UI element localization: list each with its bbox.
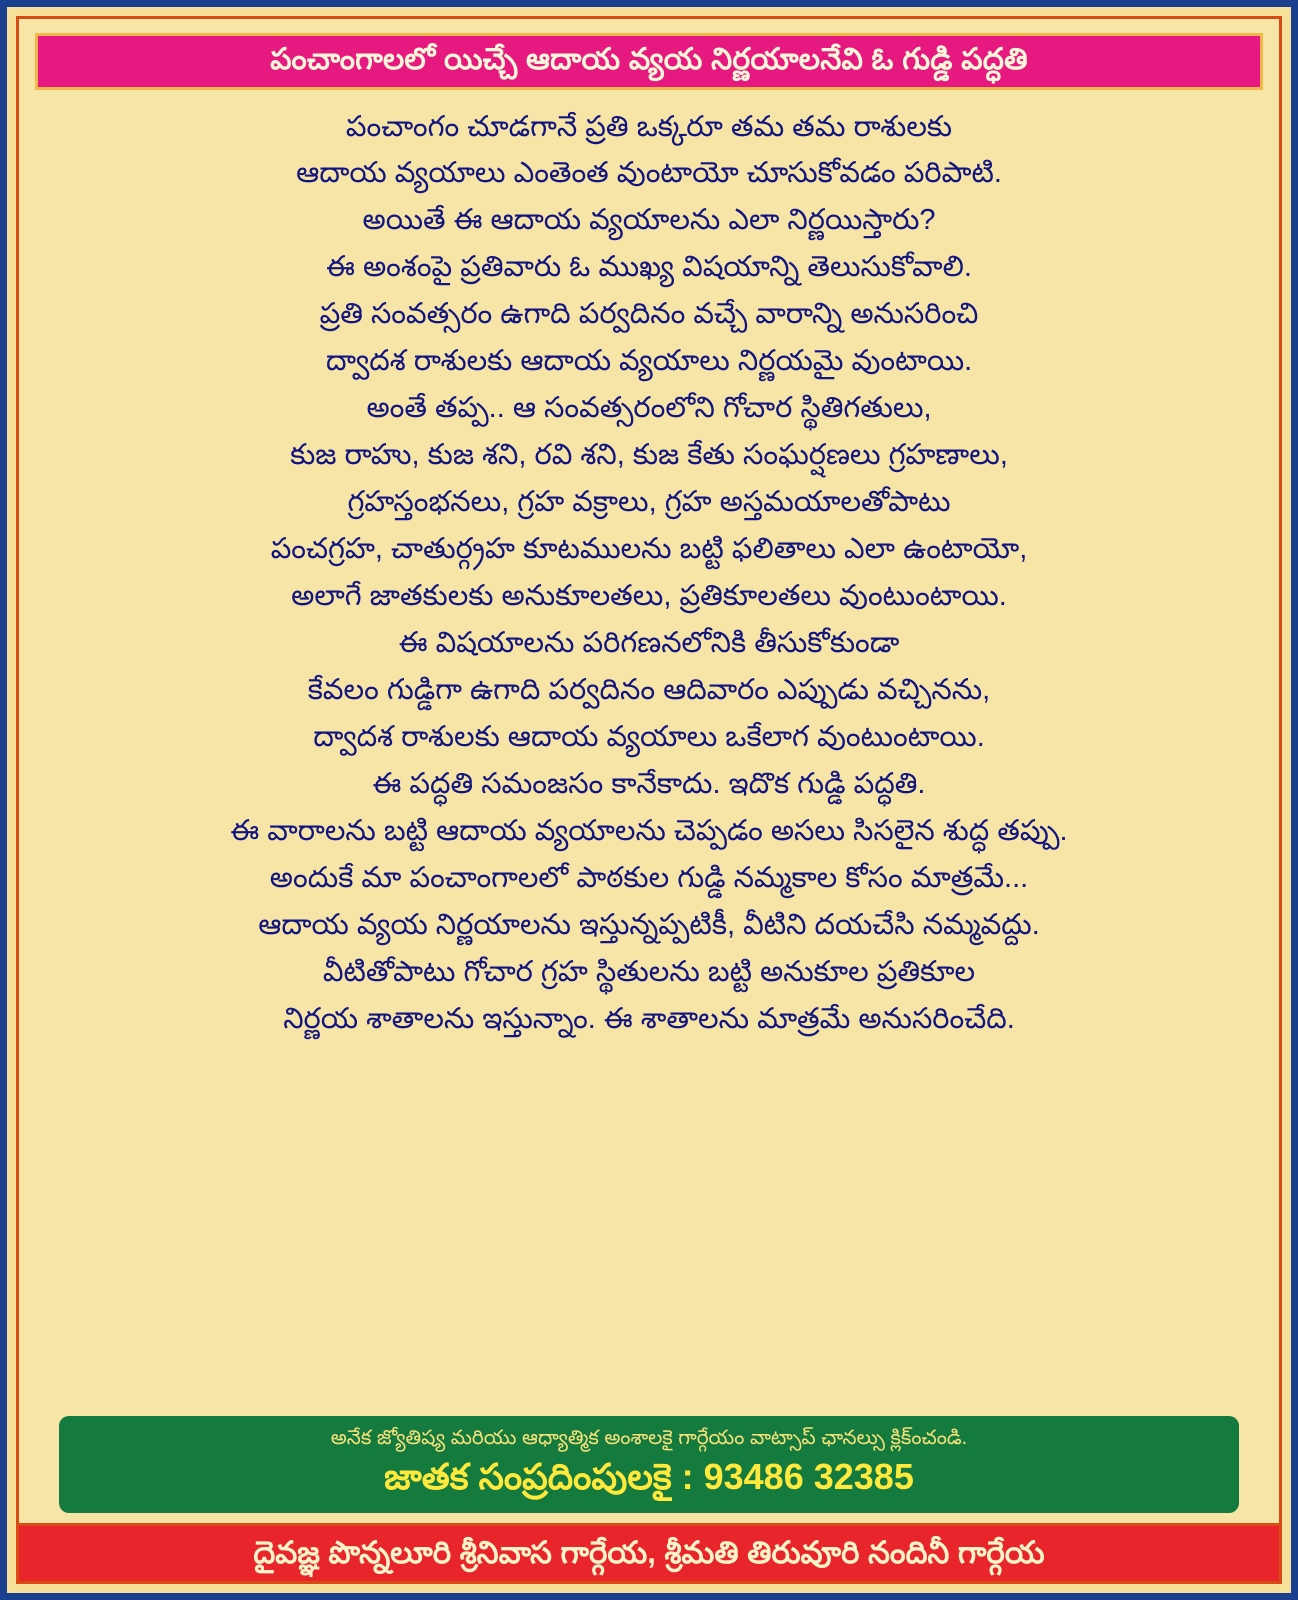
body-line: ఈ విషయాలను పరిగణనలోనికి తీసుకోకుండా xyxy=(398,627,900,660)
poster-title: పంచాంగాలలో యిచ్చే ఆదాయ వ్యయ నిర్ణయాలనేవి ఓ గుడ్డి పద్ధతి xyxy=(270,43,1028,76)
footer-banner xyxy=(19,1523,1279,1581)
body-line: అంతే తప్ప.. ఆ సంవత్సరంలోని గోచార స్థితిగతులు, xyxy=(366,392,932,425)
poster-body xyxy=(19,90,1279,1411)
poster-inner-frame xyxy=(16,16,1282,1584)
body-line: కేవలం గుడ్డిగా ఉగాది పర్వదినం ఆదివారం ఎప్పుడు వచ్చినను, xyxy=(307,674,991,707)
body-line: పంచాంగం చూడగానే ప్రతి ఒక్కరూ తమ తమ రాశులకు xyxy=(345,110,953,143)
body-line: వీటితోపాటు గోచార గ్రహ స్థితులను బట్టి అనుకూల ప్రతికూల xyxy=(322,955,976,988)
contact-phone-number[interactable]: జాతక సంప్రదింపులకై : 93486 32385 xyxy=(384,1456,914,1498)
body-line: ప్రతి సంవత్సరం ఉగాది పర్వదినం వచ్చే వారాన్ని అనుసరించి xyxy=(319,298,979,331)
body-line: ఈ వారాలను బట్టి ఆదాయ వ్యయాలను చెప్పడం అసలు సిసలైన శుద్ధ తప్పు. xyxy=(230,815,1068,848)
body-line: అందుకే మా పంచాంగాలలో పాఠకుల గుడ్డి నమ్మకాల కోసం మాత్రమే... xyxy=(269,862,1029,894)
body-line: ఆదాయ వ్యయ నిర్ణయాలను ఇస్తున్నప్పటికీ, వీటిని దయచేసి నమ్మవద్దు. xyxy=(258,908,1040,941)
whatsapp-channel-note: అనేక జ్యోతిష్య మరియు ఆధ్యాత్మిక అంశాలకై గార్గేయం వాట్సాప్ ఛానల్సు క్లిక్ంచండి. xyxy=(330,1427,968,1450)
body-line: పంచగ్రహ, చాతుర్గ్రహ కూటములను బట్టి ఫలితాలు ఎలా ఉంటాయో, xyxy=(270,533,1028,566)
body-line: అలాగే జాతకులకు అనుకూలతలు, ప్రతికూలతలు వుంటుంటాయి. xyxy=(291,580,1007,613)
title-banner xyxy=(35,33,1263,90)
contact-box[interactable] xyxy=(59,1416,1239,1513)
body-line: ఆదాయ వ్యయాలు ఎంతెంత వుంటాయో చూసుకోవడం పరిపాటి. xyxy=(296,157,1002,190)
body-line: అయితే ఈ ఆదాయ వ్యయాలను ఎలా నిర్ణయిస్తారు? xyxy=(362,204,936,237)
body-line: ద్వాదశ రాశులకు ఆదాయ వ్యయాలు ఒకేలాగ వుంటుంటాయి. xyxy=(313,721,985,754)
body-line: నిర్ణయ శాతాలను ఇస్తున్నాం. ఈ శాతాలను మాత్రమే అనుసరించేది. xyxy=(283,1002,1015,1035)
author-names: దైవజ్ఞ పొన్నలూరి శ్రీనివాస గార్గేయ, శ్రీమతి తిరువూరి నందినీ గార్గేయ xyxy=(253,1534,1045,1570)
body-line: గ్రహస్తంభనలు, గ్రహ వక్రాలు, గ్రహ అస్తమయాలతోపాటు xyxy=(347,486,951,519)
body-line: ఈ పద్ధతి సమంజసం కానేకాదు. ఇదొక గుడ్డి పద్ధతి. xyxy=(372,768,926,801)
body-line: కుజ రాహు, కుజ శని, రవి శని, కుజ కేతు సంఘర్షణలు గ్రహణాలు, xyxy=(290,439,1008,472)
body-line: ద్వాదశ రాశులకు ఆదాయ వ్యయాలు నిర్ణయమై వుంటాయి. xyxy=(325,345,973,378)
body-line: ఈ అంశంపై ప్రతివారు ఓ ముఖ్య విషయాన్ని తెలుసుకోవాలి. xyxy=(326,251,972,284)
